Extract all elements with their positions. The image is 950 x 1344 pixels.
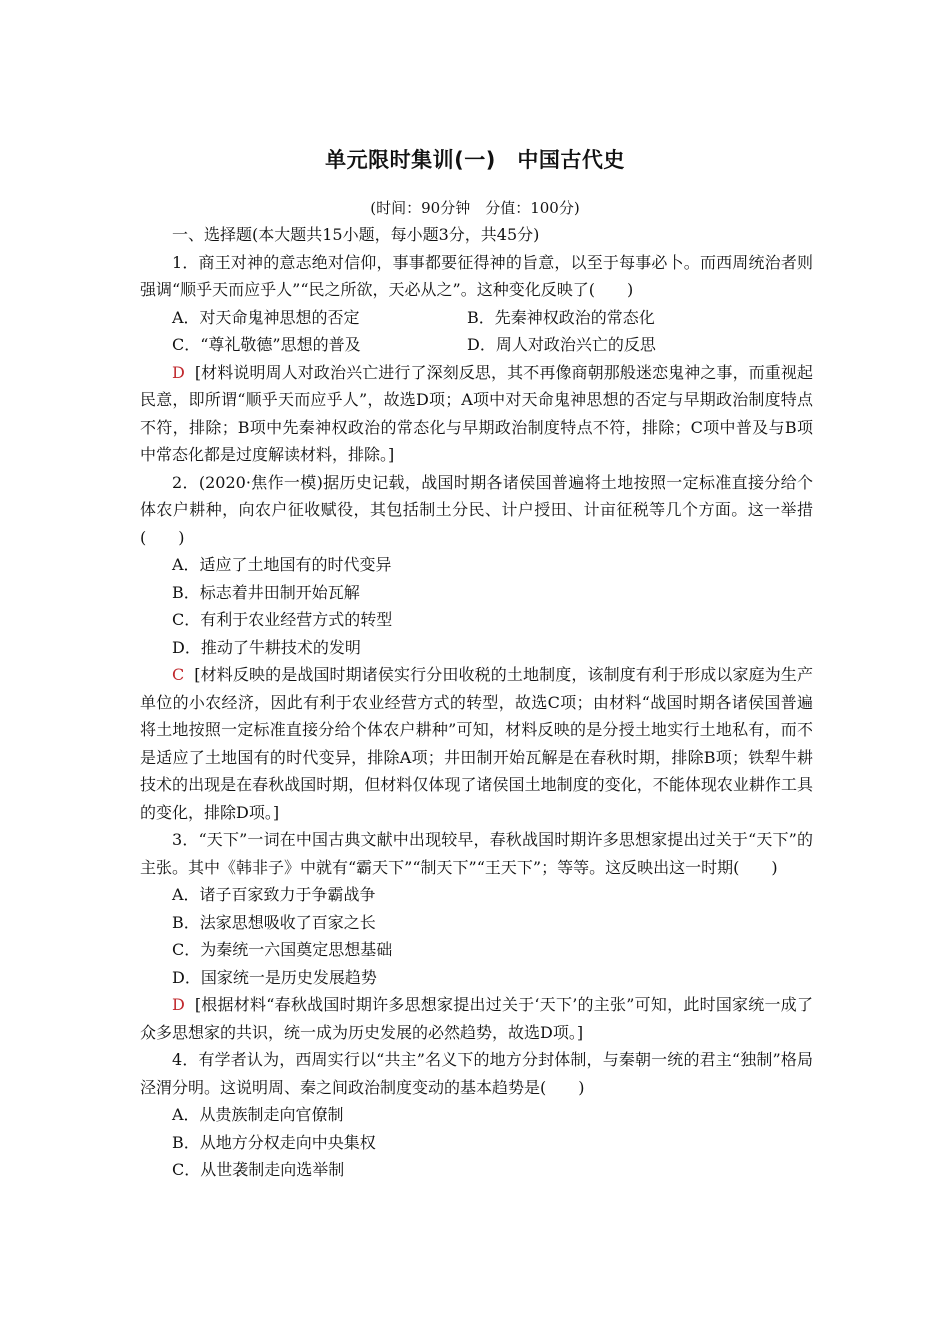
answer-letter: D <box>172 362 185 382</box>
question-1-stem: 1．商王对神的意志绝对信仰，事事都要征得神的旨意，以至于每事必卜。而西周统治者则强调“顺乎天而应乎人”“民之所欲，天必从之”。这种变化反映了( ) <box>140 252 813 299</box>
question-1-answer <box>140 359 813 469</box>
question-2-stem: 2．(2020·焦作一模)据历史记载，战国时期各诸侯国普遍将土地按照一定标准直接分给个体农户耕种，向农户征收赋役，其包括制土分民、计户授田、计亩征税等几个方面。这一举措( ) <box>140 472 813 547</box>
question-2-option-a: A．适应了土地国有的时代变异 <box>172 555 392 574</box>
question-1-options-row-1 <box>140 304 813 332</box>
question-3-option-a: A．诸子百家致力于争霸战争 <box>172 885 376 904</box>
question-4-option-b: B．从地方分权走向中央集权 <box>172 1132 376 1152</box>
question-1-option-a: A．对天命鬼神思想的否定 <box>172 307 360 327</box>
exam-info: (时间：90分钟 分值：100分) <box>370 199 580 217</box>
question-4-option-c: C．从世袭制走向选举制 <box>172 1160 345 1179</box>
question-1-option-d: D．周人对政治兴亡的反思 <box>467 335 656 354</box>
question-3-option-b: B．法家思想吸收了百家之长 <box>172 912 376 932</box>
answer-letter: C <box>172 665 185 684</box>
question-3-answer <box>140 991 813 1046</box>
answer-letter: D <box>172 995 185 1014</box>
question-2-option-b: B．标志着井田制开始瓦解 <box>172 582 360 602</box>
question-3-stem: 3．“天下”一词在中国古典文献中出现较早，春秋战国时期许多思想家提出过关于“天下”的主张。其中《韩非子》中就有“霸天下”“制天下”“王天下”；等等。这反映出这一时期( ) <box>140 830 813 877</box>
question-2-answer <box>140 661 813 826</box>
answer-explanation: [材料说明周人对政治兴亡进行了深刻反思，其不再像商朝那般迷恋鬼神之事，而重视起民意，即所谓“顺乎天而应乎人”，故选D项；A项中对天命鬼神思想的否定与早期政治制度特点不符，排除；B项中先秦神权政治的常态化与早期政治制度特点不符，排除；C项中普及与B项中常态化都是过度解读材料，排除。] <box>140 362 813 464</box>
answer-explanation: [根据材料“春秋战国时期许多思想家提出过关于‘天下’的主张”可知，此时国家统一成了众多思想家的共识，统一成为历史发展的必然趋势，故选D项。] <box>140 995 813 1042</box>
section-heading: 一、选择题(本大题共15小题，每小题3分，共45分) <box>172 225 540 244</box>
question-4-stem: 4．有学者认为，西周实行以“共主”名义下的地方分封体制，与秦朝一统的君主“独制”格局泾渭分明。这说明周、秦之间政治制度变动的基本趋势是( ) <box>140 1050 813 1097</box>
question-1-option-c: C．“尊礼敬德”思想的普及 <box>172 335 361 354</box>
question-1-options-row-2 <box>140 331 813 359</box>
question-2-option-c: C．有利于农业经营方式的转型 <box>172 610 393 629</box>
document-body <box>140 221 813 1184</box>
answer-explanation: [材料反映的是战国时期诸侯实行分田收税的土地制度，该制度有利于形成以家庭为生产单位的小农经济，因此有利于农业经营方式的转型，故选C项；由材料“战国时期各诸侯国普遍将土地按照一定标准直接分给个体农户耕种”可知，材料反映的是分授土地实行土地私有，而不是适应了土地国有的时代变异，排除A项；井田制开始瓦解是在春秋时期，排除B项；铁犁牛耕技术的出现是在春秋战国时期，但材料仅体现了诸侯国土地制度的变化，不能体现农业耕作工具的变化，排除D项。] <box>140 665 813 822</box>
question-3-option-d: D．国家统一是历史发展趋势 <box>172 967 377 987</box>
question-3-option-c: C．为秦统一六国奠定思想基础 <box>172 940 393 959</box>
question-4-option-a: A．从贵族制走向官僚制 <box>172 1105 344 1124</box>
question-1-option-b: B．先秦神权政治的常态化 <box>467 307 655 327</box>
document-title: 单元限时集训(一) 中国古代史 <box>325 148 625 172</box>
question-2-option-d: D．推动了牛耕技术的发明 <box>172 637 361 657</box>
